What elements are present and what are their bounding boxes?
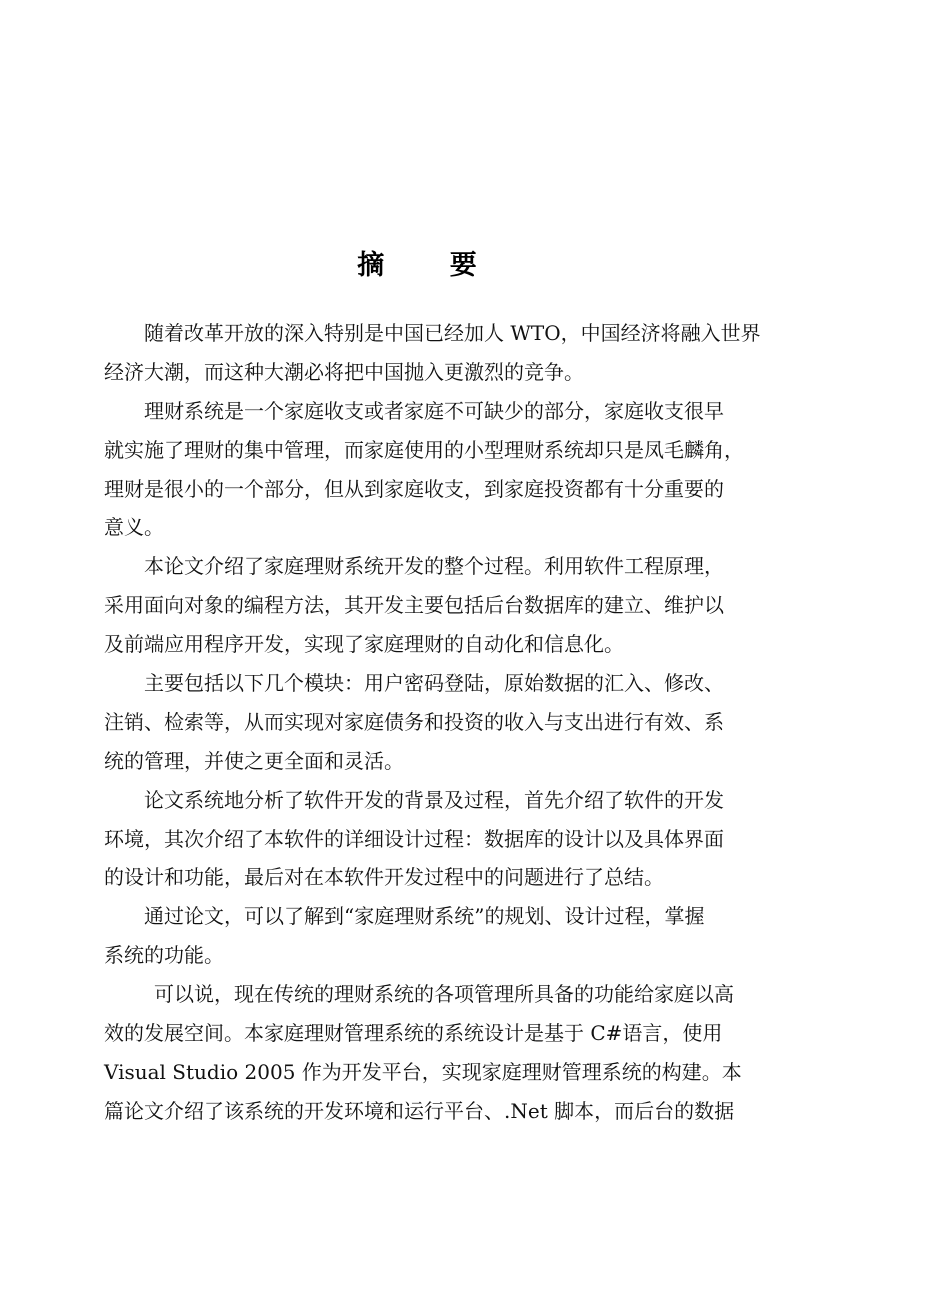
- paragraph-1: [104, 314, 772, 392]
- paragraph-line: 可以说，现在传统的理财系统的各项管理所具备的功能给家庭以高: [154, 982, 734, 1007]
- paragraph-line: 的设计和功能，最后对在本软件开发过程中的问题进行了总结。: [104, 865, 664, 890]
- paragraph-line: 随着改革开放的深入特别是中国已经加人 WTO，中国经济将融入世界: [144, 321, 761, 345]
- paragraph-7: [104, 975, 772, 1131]
- paragraph-line: 本论文介绍了家庭理财系统开发的整个过程。利用软件工程原理，: [144, 554, 724, 579]
- paragraph-6: [104, 897, 772, 975]
- paragraph-line: 注销、检索等，从而实现对家庭债务和投资的收入与支出进行有效、系: [104, 709, 724, 734]
- paragraph-line: Visual Studio 2005 作为开发平台，实现家庭理财管理系统的构建。本: [104, 1059, 742, 1084]
- paragraph-line: 采用面向对象的编程方法，其开发主要包括后台数据库的建立、维护以: [104, 593, 724, 618]
- paragraph-line: 通过论文，可以了解到“家庭理财系统”的规划、设计过程，掌握: [144, 904, 705, 929]
- paragraph-line: 理财系统是一个家庭收支或者家庭不可缺少的部分，家庭收支很早: [144, 398, 724, 423]
- paragraph-line: 系统的功能。: [104, 943, 224, 968]
- paragraph-line: 主要包括以下几个模块：用户密码登陆，原始数据的汇入、修改、: [144, 671, 724, 696]
- paragraph-5: [104, 781, 772, 898]
- paragraph-line: 意义。: [104, 515, 164, 540]
- paragraph-line: 论文系统地分析了软件开发的背景及过程，首先介绍了软件的开发: [144, 787, 724, 812]
- paragraph-line: 及前端应用程序开发，实现了家庭理财的自动化和信息化。: [104, 632, 624, 657]
- paragraph-line: 就实施了理财的集中管理，而家庭使用的小型理财系统却只是凤毛麟角，: [104, 437, 744, 462]
- paragraph-3: [104, 547, 772, 664]
- abstract-title: 摘 要: [357, 250, 505, 281]
- paragraph-line: 经济大潮，而这种大潮必将把中国抛入更激烈的竞争。: [104, 359, 584, 384]
- paragraph-2: [104, 392, 772, 548]
- paragraph-line: 理财是很小的一个部分，但从到家庭收支，到家庭投资都有十分重要的: [104, 476, 724, 501]
- paragraph-line: 环境，其次介绍了本软件的详细设计过程：数据库的设计以及具体界面: [104, 826, 724, 851]
- paragraph-line: 效的发展空间。本家庭理财管理系统的系统设计是基于 C#语言，使用: [104, 1021, 723, 1046]
- paragraph-line: 统的管理，并使之更全面和灵活。: [104, 748, 404, 773]
- paragraph-line: 篇论文介绍了该系统的开发环境和运行平台、.Net 脚本，而后台的数据: [104, 1098, 735, 1123]
- abstract-body: [104, 314, 772, 1131]
- paragraph-4: [104, 664, 772, 781]
